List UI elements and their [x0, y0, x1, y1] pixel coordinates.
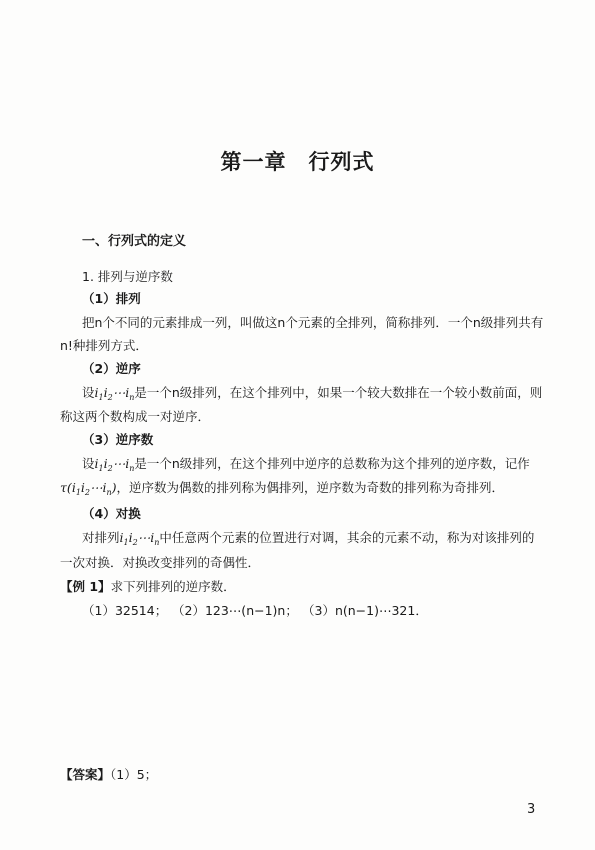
- inversion-number-line-2: [60, 480, 504, 496]
- transposition-line-1: [82, 530, 534, 546]
- permutation-sequence-formula: $i_1i_2\cdots i_n$: [119, 530, 160, 547]
- subsection-heading: 1. 排列与逆序数: [82, 269, 173, 284]
- transposition-line-prefix: 对排列: [82, 530, 120, 545]
- page-number: 3: [527, 802, 536, 817]
- example-item-3: （3）n(n−1)⋯321．: [302, 603, 428, 618]
- transposition-line-rest: 中任意两个元素的位置进行对调，其余的元素不动，称为对该排列的: [159, 530, 535, 545]
- chapter-title: 第一章 行列式: [220, 150, 375, 174]
- inversion-definition-line-1: [82, 385, 542, 401]
- permutation-sequence-formula: $i_1i_2\cdots i_n$: [94, 385, 135, 402]
- permutation-heading: （1）排列: [82, 291, 141, 306]
- inversion-line-prefix: 设: [82, 385, 95, 400]
- inversion-number-line-rest: 是一个n级排列，在这个排列中逆序的总数称为这个排列的逆序数，记作: [134, 456, 530, 471]
- permutation-definition-line-2: n!种排列方式．: [60, 338, 148, 353]
- answer-text: （1）5；: [110, 767, 158, 782]
- example-line: [60, 579, 236, 595]
- example-prompt: 求下列排列的逆序数．: [110, 579, 236, 594]
- example-item-2: （2）123⋯(n−1)n；: [172, 603, 298, 618]
- permutation-sequence-formula: $i_1i_2\cdots i_n$: [94, 456, 135, 473]
- inversion-number-line-1: [82, 456, 530, 472]
- inversion-heading: （2）逆序: [82, 361, 141, 376]
- transposition-heading: （4）对换: [82, 506, 141, 521]
- section-heading: 一、行列式的定义: [82, 234, 187, 249]
- inversion-number-line-prefix: 设: [82, 456, 95, 471]
- inversion-number-heading: （3）逆序数: [82, 432, 154, 447]
- tau-formula: $\tau(i_1i_2\cdots i_n)$: [60, 480, 117, 497]
- transposition-line-2: 一次对换．对换改变排列的奇偶性．: [60, 555, 261, 570]
- example-item-1: （1）32514；: [82, 603, 168, 618]
- inversion-line-rest: 是一个n级排列，在这个排列中，如果一个较大数排在一个较小数前面，则: [134, 385, 543, 400]
- permutation-definition-line-1: 把n个不同的元素排成一列，叫做这n个元素的全排列，简称排列．一个n级排列共有: [82, 315, 544, 330]
- answer-label: 【答案】: [60, 767, 111, 782]
- example-label: 【例 1】: [60, 579, 111, 594]
- inversion-definition-line-2: 称这两个数构成一对逆序．: [60, 409, 211, 424]
- answer-line: [60, 767, 157, 783]
- inversion-number-line-rest: ，逆序数为偶数的排列称为偶排列，逆序数为奇数的排列称为奇排列．: [116, 480, 505, 495]
